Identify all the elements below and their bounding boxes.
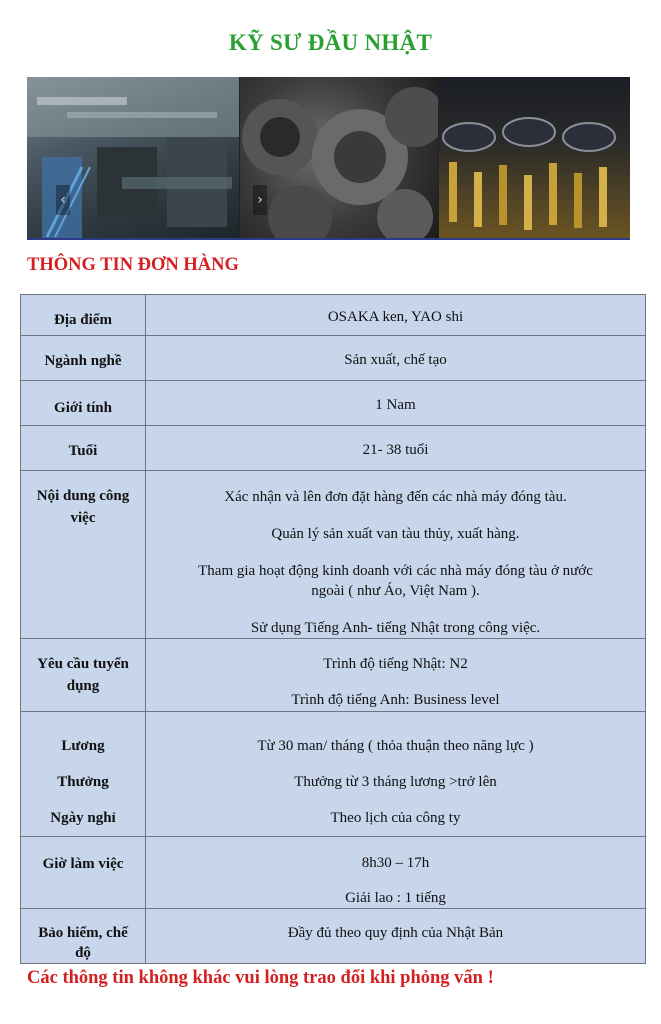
label-text: dụng	[66, 678, 100, 694]
label-text: Địa điểm	[54, 312, 112, 328]
row-value	[146, 295, 646, 336]
table-row	[21, 909, 646, 964]
label-text: việc	[70, 510, 96, 526]
label-text: Giới tính	[54, 400, 112, 416]
carousel-next-button[interactable]: ›	[253, 185, 267, 215]
row-value	[146, 639, 646, 712]
value-text: OSAKA ken, YAO shi	[327, 309, 464, 325]
order-info-table	[20, 294, 646, 964]
row-value	[146, 336, 646, 381]
row-value	[146, 426, 646, 471]
table-row	[21, 295, 646, 336]
label-text: Nội dung công	[36, 488, 130, 504]
row-value	[146, 381, 646, 426]
valve-parts-image	[239, 77, 437, 238]
row-value	[146, 471, 646, 639]
row-label	[21, 712, 146, 837]
table-row	[21, 336, 646, 381]
banner-image-strip	[27, 77, 630, 240]
row-label	[21, 381, 146, 426]
label-text: Bảo hiểm, chế	[38, 925, 128, 941]
table-row	[21, 426, 646, 471]
value-text: Thưởng từ 3 tháng lương >trở lên	[294, 774, 497, 790]
label-text: Giờ làm việc	[42, 856, 124, 872]
value-text: Trình độ tiếng Anh: Business level	[291, 692, 500, 708]
value-text: Trình độ tiếng Nhật: N2	[323, 656, 468, 672]
page-title: KỸ SƯ ĐẦU NHẬT	[228, 30, 433, 55]
footer-note: Các thông tin không khác vui lòng trao đổi khi phỏng vấn !	[27, 968, 494, 988]
table-row	[21, 471, 646, 639]
valve-illustration	[240, 77, 437, 238]
value-text: 1 Nam	[375, 397, 416, 413]
value-text: Sử dụng Tiếng Anh- tiếng Nhật trong công việc.	[250, 620, 541, 636]
value-text: Giải lao : 1 tiếng	[345, 890, 446, 906]
label-text: Ngày nghỉ	[50, 810, 116, 826]
row-label	[21, 471, 146, 639]
table-row	[21, 381, 646, 426]
carousel-prev-button[interactable]: ‹	[56, 185, 70, 215]
section-title: THÔNG TIN ĐƠN HÀNG	[27, 255, 239, 275]
value-text: ngoài ( như Áo, Việt Nam ).	[311, 583, 480, 599]
row-label	[21, 909, 146, 964]
value-text: Quản lý sản xuất van tàu thủy, xuất hàng.	[271, 526, 520, 542]
value-text: Đầy đủ theo quy định của Nhật Bản	[287, 925, 504, 941]
value-text: Tham gia hoạt động kinh doanh với các nhà máy đóng tàu ở nước	[198, 563, 593, 579]
label-text: Thưởng	[57, 774, 109, 790]
value-text: Xác nhận và lên đơn đặt hàng đến các nhà máy đóng tàu.	[224, 489, 567, 505]
brass-valves-image	[438, 77, 630, 238]
row-label	[21, 639, 146, 712]
row-label	[21, 837, 146, 909]
value-text: 8h30 – 17h	[361, 855, 430, 871]
value-text: Sản xuất, chế tạo	[344, 352, 447, 368]
table-row	[21, 837, 646, 909]
table-row	[21, 712, 646, 837]
row-label	[21, 295, 146, 336]
value-text: 21- 38 tuổi	[362, 442, 429, 458]
row-label	[21, 426, 146, 471]
row-value	[146, 712, 646, 837]
label-text: Lương	[61, 738, 105, 754]
table-row	[21, 639, 646, 712]
row-label	[21, 336, 146, 381]
row-value	[146, 909, 646, 964]
value-text: Từ 30 man/ tháng ( thỏa thuận theo năng lực )	[257, 738, 534, 754]
label-text: Yêu cầu tuyển	[37, 656, 129, 672]
label-text: độ	[75, 945, 91, 961]
label-text: Ngành nghề	[44, 353, 122, 369]
value-text: Theo lịch của công ty	[330, 810, 461, 826]
brass-valves-illustration	[439, 77, 630, 238]
label-text: Tuổi	[68, 443, 98, 459]
row-value	[146, 837, 646, 909]
